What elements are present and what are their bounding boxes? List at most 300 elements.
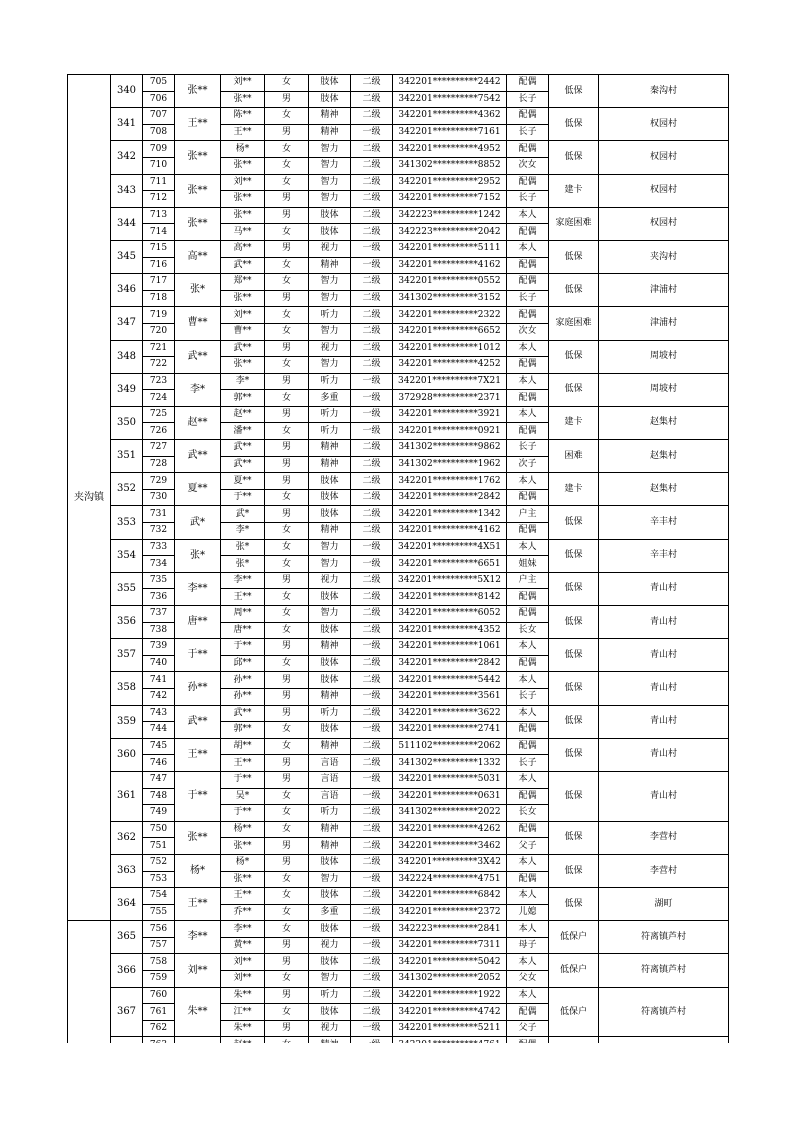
village: 青山村 [599,705,729,738]
relationship: 配偶 [507,174,549,191]
member-sex: 女 [265,738,309,755]
member-sex: 男 [265,373,309,390]
table-row [68,888,729,905]
disability-level: 一级 [351,423,393,440]
member-name: 赵** [221,406,265,423]
relationship: 本人 [507,240,549,257]
disability-level: 二级 [351,821,393,838]
relationship: 本人 [507,473,549,490]
id-number: 342201**********2741 [393,722,507,739]
group-number: 365 [111,921,143,954]
applicant-name: 于** [175,771,221,821]
disability-type: 肢体 [309,672,351,689]
disability-type: 视力 [309,240,351,257]
relationship: 本人 [507,954,549,971]
member-name: 武** [221,440,265,457]
id-number: 342201**********4162 [393,523,507,540]
member-id: 737 [143,606,175,623]
id-number: 342201**********7X21 [393,373,507,390]
member-sex: 女 [265,489,309,506]
village: 赵集村 [599,440,729,473]
member-name: 夏** [221,473,265,490]
member-name: 邱** [221,655,265,672]
member-sex: 女 [265,1004,309,1021]
id-number: 342201**********5X12 [393,572,507,589]
member-name: 张* [221,556,265,573]
disability-type: 言语 [309,771,351,788]
member-id: 741 [143,672,175,689]
id-number: 342201**********5442 [393,672,507,689]
disability-level: 二级 [351,456,393,473]
disability-type: 智力 [309,274,351,291]
table-row [68,738,729,755]
relationship: 次女 [507,157,549,174]
member-sex: 女 [265,556,309,573]
disability-level: 一级 [351,771,393,788]
id-number: 342201**********5042 [393,954,507,971]
member-sex: 女 [265,307,309,324]
member-name: 李** [221,572,265,589]
village: 李营村 [599,854,729,887]
aid-category: 建卡 [549,406,599,439]
group-number: 361 [111,771,143,821]
table-row [68,539,729,556]
applicant-name: 王** [175,738,221,771]
member-sex: 女 [265,274,309,291]
aid-category: 低保 [549,888,599,921]
relationship: 配偶 [507,722,549,739]
member-id: 749 [143,805,175,822]
applicant-name: 李** [175,572,221,605]
relationship: 本人 [507,987,549,1004]
village: 津浦村 [599,307,729,340]
disability-level: 二级 [351,589,393,606]
member-id: 732 [143,523,175,540]
member-id: 744 [143,722,175,739]
member-name: 朱** [221,1020,265,1037]
member-sex: 男 [265,854,309,871]
member-id: 739 [143,639,175,656]
relationship: 配偶 [507,655,549,672]
aid-category: 低保 [549,821,599,854]
member-id: 752 [143,854,175,871]
relationship: 配偶 [507,788,549,805]
member-id: 727 [143,440,175,457]
member-id: 707 [143,108,175,125]
member-sex: 女 [265,224,309,241]
disability-type: 精神 [309,257,351,274]
disability-type: 智力 [309,357,351,374]
relationship: 长子 [507,290,549,307]
table-row [68,373,729,390]
disability-type: 智力 [309,157,351,174]
id-number: 342201**********6651 [393,556,507,573]
disability-level: 二级 [351,307,393,324]
village: 符离镇芦村 [599,921,729,954]
table-row [68,141,729,158]
relationship: 配偶 [507,307,549,324]
member-sex: 女 [265,157,309,174]
disability-type: 言语 [309,755,351,772]
disability-level: 二级 [351,838,393,855]
disability-level: 二级 [351,606,393,623]
id-number: 342201**********6842 [393,888,507,905]
member-name: 吴* [221,788,265,805]
disability-level: 一级 [351,639,393,656]
relationship: 本人 [507,406,549,423]
aid-category: 低保 [549,340,599,373]
member-sex: 男 [265,705,309,722]
id-number: 342201**********4X51 [393,539,507,556]
village: 辛丰村 [599,539,729,572]
disability-level: 一级 [351,257,393,274]
disability-level: 二级 [351,506,393,523]
group-number: 347 [111,307,143,340]
member-id: 724 [143,390,175,407]
applicant-name: 赵** [175,406,221,439]
id-number: 342223**********2042 [393,224,507,241]
disability-type: 听力 [309,373,351,390]
relationship: 长女 [507,805,549,822]
member-id: 758 [143,954,175,971]
member-sex: 男 [265,124,309,141]
member-id: 710 [143,157,175,174]
table-row [68,340,729,357]
group-number: 364 [111,888,143,921]
member-id: 719 [143,307,175,324]
disability-level: 一级 [351,539,393,556]
disability-level: 二级 [351,191,393,208]
disability-level: 二级 [351,705,393,722]
table-row [68,639,729,656]
member-id: 718 [143,290,175,307]
disability-level: 二级 [351,854,393,871]
group-number: 346 [111,274,143,307]
applicant-name: 张** [175,207,221,240]
id-number: 342201**********0921 [393,423,507,440]
member-id: 736 [143,589,175,606]
group-number: 359 [111,705,143,738]
member-name: 张** [221,191,265,208]
member-sex: 男 [265,91,309,108]
relationship: 配偶 [507,606,549,623]
village: 青山村 [599,572,729,605]
member-name: 张** [221,838,265,855]
relationship: 姐妹 [507,556,549,573]
table-row [68,75,729,92]
group-number: 366 [111,954,143,987]
applicant-name: 杨* [175,854,221,887]
id-number: 342201**********0631 [393,788,507,805]
disability-level: 二级 [351,174,393,191]
disability-type: 精神 [309,639,351,656]
disability-type: 精神 [309,688,351,705]
id-number: 342201**********4952 [393,141,507,158]
group-number: 343 [111,174,143,207]
member-name: 于** [221,489,265,506]
member-name: 张** [221,290,265,307]
disability-type: 听力 [309,423,351,440]
relationship: 父子 [507,1020,549,1037]
member-id: 729 [143,473,175,490]
group-number: 355 [111,572,143,605]
disability-level: 二级 [351,755,393,772]
id-number: 342201**********0552 [393,274,507,291]
disability-level: 一级 [351,240,393,257]
village: 湖町 [599,888,729,921]
village: 津浦村 [599,274,729,307]
id-number: 341302**********9862 [393,440,507,457]
member-id: 743 [143,705,175,722]
member-name: 于** [221,639,265,656]
member-id: 754 [143,888,175,905]
table-row [68,307,729,324]
id-number: 342223**********1242 [393,207,507,224]
member-id: 715 [143,240,175,257]
disability-level: 二级 [351,224,393,241]
member-sex: 女 [265,921,309,938]
member-name: 刘** [221,954,265,971]
relationship: 本人 [507,639,549,656]
relationship: 配偶 [507,589,549,606]
applicant-name: 高** [175,240,221,273]
applicant-name: 夏** [175,473,221,506]
member-sex: 女 [265,523,309,540]
id-number: 342201**********3462 [393,838,507,855]
member-sex: 女 [265,655,309,672]
village: 李营村 [599,821,729,854]
relationship: 配偶 [507,257,549,274]
member-sex: 男 [265,688,309,705]
disability-level: 二级 [351,805,393,822]
id-number: 342201**********1012 [393,340,507,357]
member-id: 746 [143,755,175,772]
id-number: 342201**********2372 [393,904,507,921]
id-number: 342201**********4252 [393,357,507,374]
table-row [68,821,729,838]
member-name: 朱** [221,987,265,1004]
disability-level: 一级 [351,1020,393,1037]
member-name: 刘** [221,307,265,324]
id-number: 342201**********5111 [393,240,507,257]
id-number: 342201**********2842 [393,655,507,672]
member-id: 761 [143,1004,175,1021]
disability-level: 二级 [351,340,393,357]
village: 权园村 [599,207,729,240]
member-name: 王** [221,589,265,606]
aid-category: 低保 [549,373,599,406]
village: 夹沟村 [599,240,729,273]
applicant-name: 刘** [175,954,221,987]
member-sex: 女 [265,323,309,340]
village: 青山村 [599,672,729,705]
member-id: 755 [143,904,175,921]
disability-level: 二级 [351,440,393,457]
id-number: 342201**********4362 [393,108,507,125]
id-number: 341302**********1332 [393,755,507,772]
group-number: 367 [111,987,143,1037]
id-number: 341302**********2022 [393,805,507,822]
relationship: 本人 [507,854,549,871]
aid-category: 低保户 [549,987,599,1037]
member-name: 江** [221,1004,265,1021]
relationship: 配偶 [507,1004,549,1021]
disability-type: 视力 [309,937,351,954]
member-sex: 女 [265,722,309,739]
relationship: 长子 [507,688,549,705]
id-number: 342201**********4742 [393,1004,507,1021]
relationship: 配偶 [507,390,549,407]
relationship: 长女 [507,622,549,639]
relationship: 本人 [507,705,549,722]
aid-category: 低保 [549,108,599,141]
disability-type: 智力 [309,606,351,623]
member-id: 725 [143,406,175,423]
member-id: 734 [143,556,175,573]
village: 权园村 [599,108,729,141]
table-row [68,954,729,971]
member-id: 748 [143,788,175,805]
member-id: 728 [143,456,175,473]
applicant-name: 李** [175,921,221,954]
id-number: 342224**********4751 [393,871,507,888]
member-name: 孙** [221,688,265,705]
relationship: 配偶 [507,423,549,440]
id-number: 341302**********3152 [393,290,507,307]
disability-type: 智力 [309,871,351,888]
member-name: 刘** [221,971,265,988]
aid-category: 低保 [549,672,599,705]
id-number: 342201**********1922 [393,987,507,1004]
member-id: 759 [143,971,175,988]
member-sex: 女 [265,357,309,374]
disability-level: 二级 [351,655,393,672]
member-sex: 男 [265,954,309,971]
disability-level: 二级 [351,357,393,374]
aid-category: 低保 [549,506,599,539]
disability-level: 一级 [351,722,393,739]
relationship: 母子 [507,937,549,954]
disability-level: 一级 [351,788,393,805]
disability-type: 精神 [309,523,351,540]
group-number: 354 [111,539,143,572]
member-id: 709 [143,141,175,158]
member-sex: 男 [265,506,309,523]
member-name: 郑** [221,274,265,291]
member-sex: 女 [265,788,309,805]
member-sex: 男 [265,290,309,307]
id-number: 342201**********5031 [393,771,507,788]
disability-level: 一级 [351,124,393,141]
disability-level: 二级 [351,274,393,291]
applicant-name: 王** [175,108,221,141]
id-number: 342201**********7311 [393,937,507,954]
relationship: 配偶 [507,224,549,241]
member-name: 王** [221,124,265,141]
aid-category: 低保 [549,639,599,672]
group-number: 356 [111,606,143,639]
relationship: 长子 [507,124,549,141]
member-id: 731 [143,506,175,523]
relationship: 配偶 [507,489,549,506]
relationship: 本人 [507,373,549,390]
member-name: 李* [221,523,265,540]
disability-level: 一级 [351,373,393,390]
disability-level: 二级 [351,207,393,224]
member-id: 712 [143,191,175,208]
applicant-name: 曹** [175,307,221,340]
member-sex: 男 [265,672,309,689]
village: 青山村 [599,639,729,672]
village: 辛丰村 [599,506,729,539]
id-number: 342201**********5211 [393,1020,507,1037]
disability-type: 智力 [309,539,351,556]
group-number: 352 [111,473,143,506]
member-id: 756 [143,921,175,938]
member-name: 王** [221,888,265,905]
relationship: 长子 [507,755,549,772]
member-id: 745 [143,738,175,755]
village: 赵集村 [599,473,729,506]
aid-category: 家庭困难 [549,207,599,240]
relationship: 配偶 [507,75,549,92]
disability-type: 智力 [309,323,351,340]
id-number: 342201**********1762 [393,473,507,490]
disability-type: 精神 [309,456,351,473]
member-sex: 女 [265,539,309,556]
disability-level: 二级 [351,672,393,689]
aid-category: 低保 [549,240,599,273]
disability-level: 一级 [351,556,393,573]
member-sex: 女 [265,141,309,158]
id-number: 341302**********2052 [393,971,507,988]
member-id: 738 [143,622,175,639]
id-number: 342201**********2952 [393,174,507,191]
member-sex: 男 [265,207,309,224]
relationship: 本人 [507,771,549,788]
relationship: 户主 [507,572,549,589]
group-number: 340 [111,75,143,108]
disability-level: 二级 [351,1004,393,1021]
group-number: 362 [111,821,143,854]
member-name: 杨* [221,854,265,871]
aid-category: 低保户 [549,921,599,954]
member-sex: 男 [265,639,309,656]
table-row [68,440,729,457]
aid-category: 困难 [549,440,599,473]
relationship: 配偶 [507,141,549,158]
village: 青山村 [599,771,729,821]
member-id: 730 [143,489,175,506]
member-sex: 女 [265,257,309,274]
member-name: 武* [221,506,265,523]
applicant-name: 张* [175,539,221,572]
disability-type: 听力 [309,805,351,822]
id-number: 342223**********2841 [393,921,507,938]
id-number: 342201**********6652 [393,323,507,340]
disability-type: 肢体 [309,506,351,523]
disability-type: 肢体 [309,722,351,739]
village: 权园村 [599,174,729,207]
applicant-name: 武** [175,340,221,373]
table-row [68,921,729,938]
member-name: 武** [221,257,265,274]
relationship: 户主 [507,506,549,523]
member-name: 郭** [221,722,265,739]
member-name: 李** [221,921,265,938]
member-id: 713 [143,207,175,224]
member-id: 708 [143,124,175,141]
